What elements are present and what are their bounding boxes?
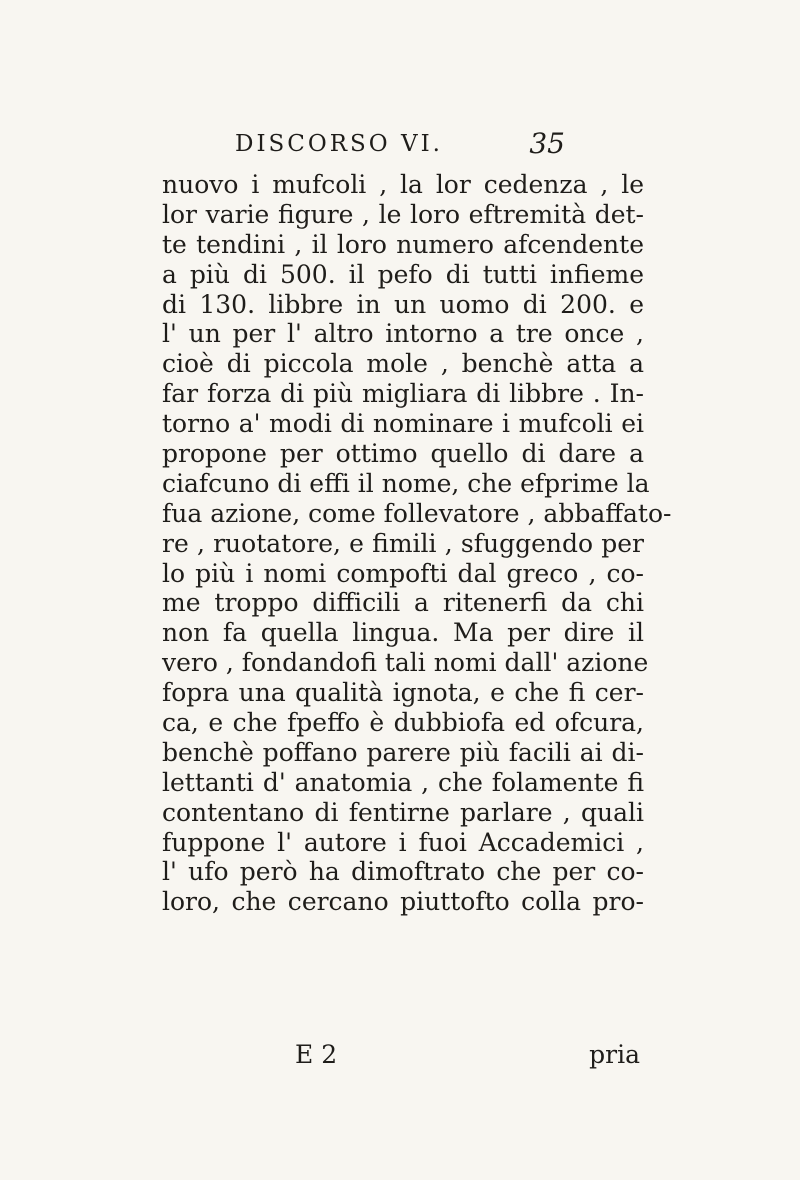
text-line: di 130. libbre in un uomo di 200. e	[162, 289, 644, 319]
text-line: lo più i nomi compofti dal greco , co-	[162, 558, 644, 588]
text-line: nuovo i mufcoli , la lor cedenza , le	[162, 170, 644, 199]
text-line: re , ruotatore, e fimili , sfuggendo per	[162, 528, 644, 558]
text-line: ca, e che fpeffo è dubbiofa ed ofcura,	[162, 708, 644, 738]
text-line: benchè poffano parere più facili ai di-	[162, 737, 644, 767]
running-title: DISCORSO VI.	[235, 131, 443, 157]
text-line: l' ufo però ha dimoftrato che per co-	[162, 857, 644, 887]
page-number: 35	[529, 127, 565, 160]
text-line: ciafcuno di effi il nome, che efprime la	[162, 468, 650, 498]
text-line: non fa quella lingua. Ma per dire il	[162, 618, 644, 648]
body-text	[162, 170, 672, 917]
text-line: te tendini , il loro numero afcendente	[162, 229, 644, 259]
text-line: vero , fondandofi tali nomi dall' azione	[162, 648, 649, 678]
text-line: cioè di piccola mole , benchè atta a	[162, 349, 644, 379]
text-line: fopra una qualità ignota, e che fi cer-	[162, 678, 644, 708]
text-line: fuppone l' autore i fuoi Accademici ,	[162, 827, 644, 857]
text-line: torno a' modi di nominare i mufcoli ei	[162, 409, 644, 439]
text-line: loro, che cercano piuttofto colla pro-	[162, 887, 644, 917]
text-line: a più di 500. il pefo di tutti infieme	[162, 259, 644, 289]
running-head	[235, 127, 565, 167]
text-line: me troppo difficili a ritenerfi da chi	[162, 588, 644, 618]
text-line: far forza di più migliara di libbre . In-	[162, 379, 644, 409]
text-line: fua azione, come follevatore , abbaffato-	[162, 498, 672, 528]
page-footer	[162, 1040, 644, 1072]
text-line: contentano di fentirne parlare , quali	[162, 797, 644, 827]
text-line: lettanti d' anatomia , che folamente fi	[162, 767, 644, 797]
text-line: l' un per l' altro intorno a tre once ,	[162, 319, 644, 349]
signature-mark: E 2	[295, 1040, 338, 1069]
text-line: propone per ottimo quello di dare a	[162, 439, 644, 469]
catchword: pria	[589, 1040, 640, 1069]
text-line: lor varie figure , le loro eftremità det-	[162, 199, 644, 229]
